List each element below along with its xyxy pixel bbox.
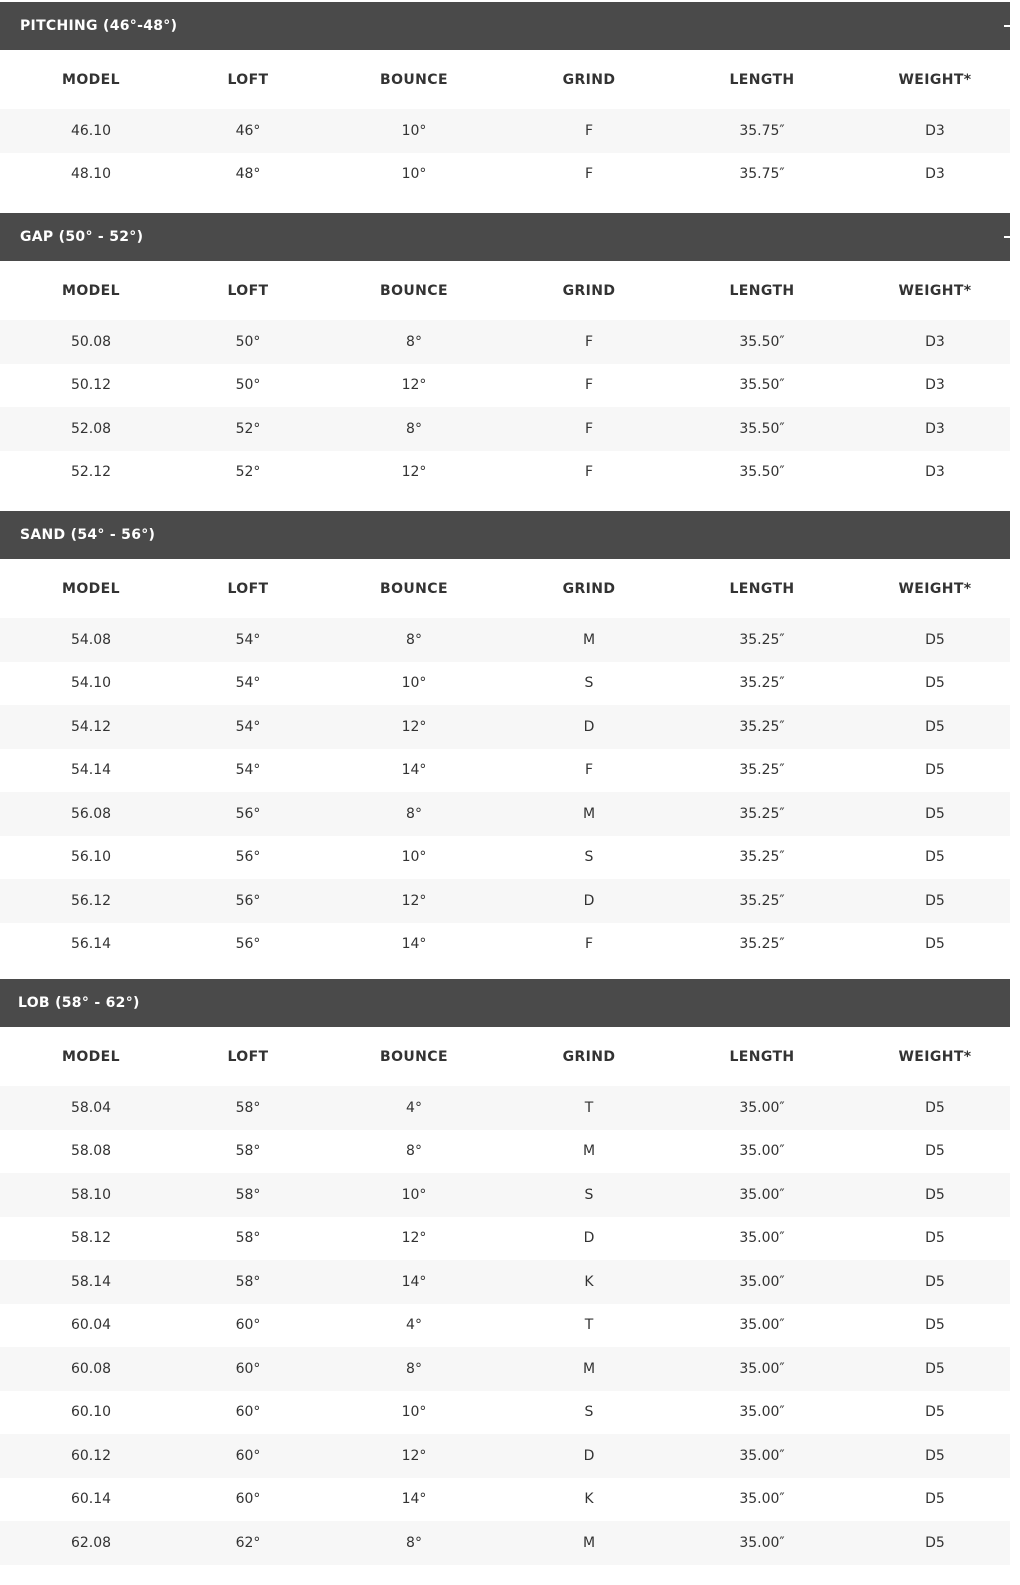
column-header-weight: WEIGHT*	[898, 1048, 972, 1065]
length-cell: 35.25″	[739, 675, 785, 692]
bounce-cell: 10°	[401, 849, 427, 866]
column-header-length: LENGTH	[729, 1048, 795, 1065]
loft-cell: 60°	[235, 1404, 261, 1421]
length-cell: 35.50″	[739, 420, 785, 437]
length-cell: 35.00″	[739, 1143, 785, 1160]
table-row	[0, 662, 1010, 706]
bounce-cell: 8°	[406, 631, 422, 648]
length-cell: 35.25″	[739, 762, 785, 779]
length-cell: 35.00″	[739, 1491, 785, 1508]
grind-cell: S	[584, 675, 594, 692]
table-header-row	[0, 559, 1010, 618]
table-row	[0, 451, 1010, 495]
loft-cell: 60°	[235, 1447, 261, 1464]
grind-cell: K	[584, 1273, 594, 1290]
bounce-cell: 8°	[406, 333, 422, 350]
section-pitching	[0, 2, 1010, 196]
grind-cell: S	[584, 1186, 594, 1203]
loft-cell: 58°	[235, 1273, 261, 1290]
model-cell: 60.12	[70, 1447, 112, 1464]
model-cell: 58.04	[70, 1099, 112, 1116]
table-row	[0, 1260, 1010, 1304]
grind-cell: M	[582, 1360, 596, 1377]
grind-cell: F	[584, 377, 594, 394]
length-cell: 35.00″	[739, 1273, 785, 1290]
bounce-cell: 8°	[406, 1143, 422, 1160]
collapse-icon[interactable]	[1004, 236, 1010, 238]
model-cell: 58.14	[70, 1273, 112, 1290]
section-title: GAP (50° - 52°)	[20, 229, 144, 245]
weight-cell: D5	[925, 762, 945, 779]
weight-cell: D5	[925, 1404, 945, 1421]
model-cell: 58.12	[70, 1230, 112, 1247]
table-header-row	[0, 1027, 1010, 1086]
model-cell: 52.12	[70, 464, 112, 481]
model-cell: 46.10	[70, 122, 112, 139]
bounce-cell: 14°	[401, 936, 427, 953]
section-header-pitching[interactable]	[0, 2, 1010, 50]
model-cell: 50.12	[70, 377, 112, 394]
spec-table-sand	[0, 559, 1010, 966]
weight-cell: D5	[925, 892, 945, 909]
column-header-bounce: BOUNCE	[380, 580, 448, 597]
grind-cell: F	[584, 166, 594, 183]
column-header-grind: GRIND	[562, 1048, 616, 1065]
model-cell: 54.08	[70, 631, 112, 648]
table-row	[0, 1478, 1010, 1522]
weight-cell: D3	[925, 377, 945, 394]
bounce-cell: 12°	[401, 464, 427, 481]
table-row	[0, 364, 1010, 408]
table-row	[0, 407, 1010, 451]
bounce-cell: 12°	[401, 718, 427, 735]
bounce-cell: 10°	[401, 1186, 427, 1203]
loft-cell: 56°	[235, 892, 261, 909]
column-header-bounce: BOUNCE	[380, 1048, 448, 1065]
model-cell: 60.04	[70, 1317, 112, 1334]
length-cell: 35.00″	[739, 1404, 785, 1421]
weight-cell: D5	[925, 1273, 945, 1290]
spec-table-gap	[0, 261, 1010, 494]
bounce-cell: 10°	[401, 675, 427, 692]
bounce-cell: 8°	[406, 805, 422, 822]
grind-cell: S	[584, 1404, 594, 1421]
column-header-grind: GRIND	[562, 71, 616, 88]
loft-cell: 56°	[235, 849, 261, 866]
section-title: SAND (54° - 56°)	[20, 527, 156, 543]
model-cell: 54.14	[70, 762, 112, 779]
section-gap	[0, 213, 1010, 494]
model-cell: 54.10	[70, 675, 112, 692]
section-title: PITCHING (46°-48°)	[20, 18, 178, 34]
length-cell: 35.75″	[739, 166, 785, 183]
table-row	[0, 1086, 1010, 1130]
length-cell: 35.25″	[739, 718, 785, 735]
table-row	[0, 705, 1010, 749]
table-row	[0, 1434, 1010, 1478]
length-cell: 35.00″	[739, 1360, 785, 1377]
grind-cell: F	[584, 420, 594, 437]
loft-cell: 58°	[235, 1099, 261, 1116]
loft-cell: 50°	[235, 377, 261, 394]
length-cell: 35.75″	[739, 122, 785, 139]
spec-table-pitching	[0, 50, 1010, 196]
loft-cell: 58°	[235, 1230, 261, 1247]
weight-cell: D3	[925, 420, 945, 437]
length-cell: 35.00″	[739, 1186, 785, 1203]
weight-cell: D5	[925, 1534, 945, 1551]
table-row	[0, 153, 1010, 197]
weight-cell: D5	[925, 1230, 945, 1247]
section-sand	[0, 511, 1010, 966]
spec-table-lob	[0, 1027, 1010, 1565]
table-row	[0, 1347, 1010, 1391]
model-cell: 60.10	[70, 1404, 112, 1421]
length-cell: 35.25″	[739, 936, 785, 953]
grind-cell: F	[584, 762, 594, 779]
model-cell: 56.14	[70, 936, 112, 953]
bounce-cell: 8°	[406, 1534, 422, 1551]
length-cell: 35.50″	[739, 464, 785, 481]
weight-cell: D5	[925, 1099, 945, 1116]
collapse-icon[interactable]	[1004, 25, 1010, 27]
length-cell: 35.50″	[739, 333, 785, 350]
table-row	[0, 1391, 1010, 1435]
column-header-length: LENGTH	[729, 282, 795, 299]
grind-cell: T	[584, 1317, 594, 1334]
loft-cell: 52°	[235, 464, 261, 481]
loft-cell: 58°	[235, 1186, 261, 1203]
loft-cell: 50°	[235, 333, 261, 350]
length-cell: 35.50″	[739, 377, 785, 394]
column-header-grind: GRIND	[562, 282, 616, 299]
loft-cell: 60°	[235, 1317, 261, 1334]
bounce-cell: 12°	[401, 1447, 427, 1464]
table-row	[0, 109, 1010, 153]
weight-cell: D5	[925, 1186, 945, 1203]
model-cell: 54.12	[70, 718, 112, 735]
column-header-loft: LOFT	[227, 1048, 269, 1065]
weight-cell: D5	[925, 1360, 945, 1377]
length-cell: 35.00″	[739, 1317, 785, 1334]
grind-cell: K	[584, 1491, 594, 1508]
loft-cell: 48°	[235, 166, 261, 183]
length-cell: 35.00″	[739, 1230, 785, 1247]
loft-cell: 62°	[235, 1534, 261, 1551]
table-row	[0, 749, 1010, 793]
grind-cell: S	[584, 849, 594, 866]
table-row	[0, 1173, 1010, 1217]
bounce-cell: 14°	[401, 1273, 427, 1290]
section-title: LOB (58° - 62°)	[18, 995, 140, 1011]
column-header-weight: WEIGHT*	[898, 282, 972, 299]
loft-cell: 54°	[235, 762, 261, 779]
table-row	[0, 879, 1010, 923]
length-cell: 35.25″	[739, 892, 785, 909]
model-cell: 58.10	[70, 1186, 112, 1203]
length-cell: 35.25″	[739, 805, 785, 822]
length-cell: 35.00″	[739, 1447, 785, 1464]
bounce-cell: 10°	[401, 166, 427, 183]
weight-cell: D5	[925, 675, 945, 692]
model-cell: 48.10	[70, 166, 112, 183]
bounce-cell: 4°	[406, 1099, 422, 1116]
grind-cell: F	[584, 333, 594, 350]
table-row	[0, 1130, 1010, 1174]
model-cell: 60.14	[70, 1491, 112, 1508]
loft-cell: 52°	[235, 420, 261, 437]
length-cell: 35.25″	[739, 631, 785, 648]
grind-cell: M	[582, 1534, 596, 1551]
column-header-model: MODEL	[62, 580, 120, 597]
weight-cell: D5	[925, 1143, 945, 1160]
column-header-weight: WEIGHT*	[898, 71, 972, 88]
column-header-model: MODEL	[62, 71, 120, 88]
weight-cell: D5	[925, 805, 945, 822]
column-header-length: LENGTH	[729, 71, 795, 88]
weight-cell: D3	[925, 464, 945, 481]
length-cell: 35.00″	[739, 1534, 785, 1551]
grind-cell: M	[582, 631, 596, 648]
table-row	[0, 836, 1010, 880]
section-header-lob[interactable]	[0, 979, 1010, 1027]
model-cell: 56.10	[70, 849, 112, 866]
grind-cell: M	[582, 805, 596, 822]
grind-cell: D	[583, 892, 595, 909]
bounce-cell: 12°	[401, 1230, 427, 1247]
loft-cell: 60°	[235, 1360, 261, 1377]
bounce-cell: 12°	[401, 892, 427, 909]
grind-cell: M	[582, 1143, 596, 1160]
column-header-loft: LOFT	[227, 580, 269, 597]
bounce-cell: 12°	[401, 377, 427, 394]
loft-cell: 54°	[235, 718, 261, 735]
grind-cell: F	[584, 122, 594, 139]
weight-cell: D5	[925, 1491, 945, 1508]
bounce-cell: 8°	[406, 420, 422, 437]
model-cell: 60.08	[70, 1360, 112, 1377]
table-row	[0, 792, 1010, 836]
loft-cell: 60°	[235, 1491, 261, 1508]
weight-cell: D5	[925, 631, 945, 648]
loft-cell: 54°	[235, 631, 261, 648]
bounce-cell: 8°	[406, 1360, 422, 1377]
weight-cell: D5	[925, 1317, 945, 1334]
table-row	[0, 923, 1010, 967]
weight-cell: D3	[925, 122, 945, 139]
weight-cell: D5	[925, 1447, 945, 1464]
loft-cell: 56°	[235, 936, 261, 953]
weight-cell: D5	[925, 718, 945, 735]
table-row	[0, 1217, 1010, 1261]
loft-cell: 58°	[235, 1143, 261, 1160]
grind-cell: D	[583, 1230, 595, 1247]
bounce-cell: 10°	[401, 1404, 427, 1421]
model-cell: 58.08	[70, 1143, 112, 1160]
weight-cell: D3	[925, 166, 945, 183]
grind-cell: D	[583, 1447, 595, 1464]
model-cell: 62.08	[70, 1534, 112, 1551]
table-row	[0, 1521, 1010, 1565]
length-cell: 35.25″	[739, 849, 785, 866]
grind-cell: F	[584, 464, 594, 481]
weight-cell: D5	[925, 849, 945, 866]
table-row	[0, 320, 1010, 364]
length-cell: 35.00″	[739, 1099, 785, 1116]
grind-cell: F	[584, 936, 594, 953]
model-cell: 50.08	[70, 333, 112, 350]
grind-cell: T	[584, 1099, 594, 1116]
column-header-grind: GRIND	[562, 580, 616, 597]
loft-cell: 54°	[235, 675, 261, 692]
model-cell: 56.12	[70, 892, 112, 909]
column-header-model: MODEL	[62, 282, 120, 299]
model-cell: 56.08	[70, 805, 112, 822]
loft-cell: 56°	[235, 805, 261, 822]
loft-cell: 46°	[235, 122, 261, 139]
weight-cell: D3	[925, 333, 945, 350]
column-header-model: MODEL	[62, 1048, 120, 1065]
model-cell: 52.08	[70, 420, 112, 437]
bounce-cell: 4°	[406, 1317, 422, 1334]
bounce-cell: 14°	[401, 762, 427, 779]
bounce-cell: 14°	[401, 1491, 427, 1508]
column-header-bounce: BOUNCE	[380, 282, 448, 299]
section-header-gap[interactable]	[0, 213, 1010, 261]
column-header-bounce: BOUNCE	[380, 71, 448, 88]
grind-cell: D	[583, 718, 595, 735]
table-row	[0, 618, 1010, 662]
section-lob	[0, 979, 1010, 1565]
table-row	[0, 1304, 1010, 1348]
column-header-weight: WEIGHT*	[898, 580, 972, 597]
column-header-loft: LOFT	[227, 282, 269, 299]
column-header-loft: LOFT	[227, 71, 269, 88]
section-header-sand[interactable]	[0, 511, 1010, 559]
table-header-row	[0, 261, 1010, 320]
weight-cell: D5	[925, 936, 945, 953]
column-header-length: LENGTH	[729, 580, 795, 597]
table-header-row	[0, 50, 1010, 109]
bounce-cell: 10°	[401, 122, 427, 139]
